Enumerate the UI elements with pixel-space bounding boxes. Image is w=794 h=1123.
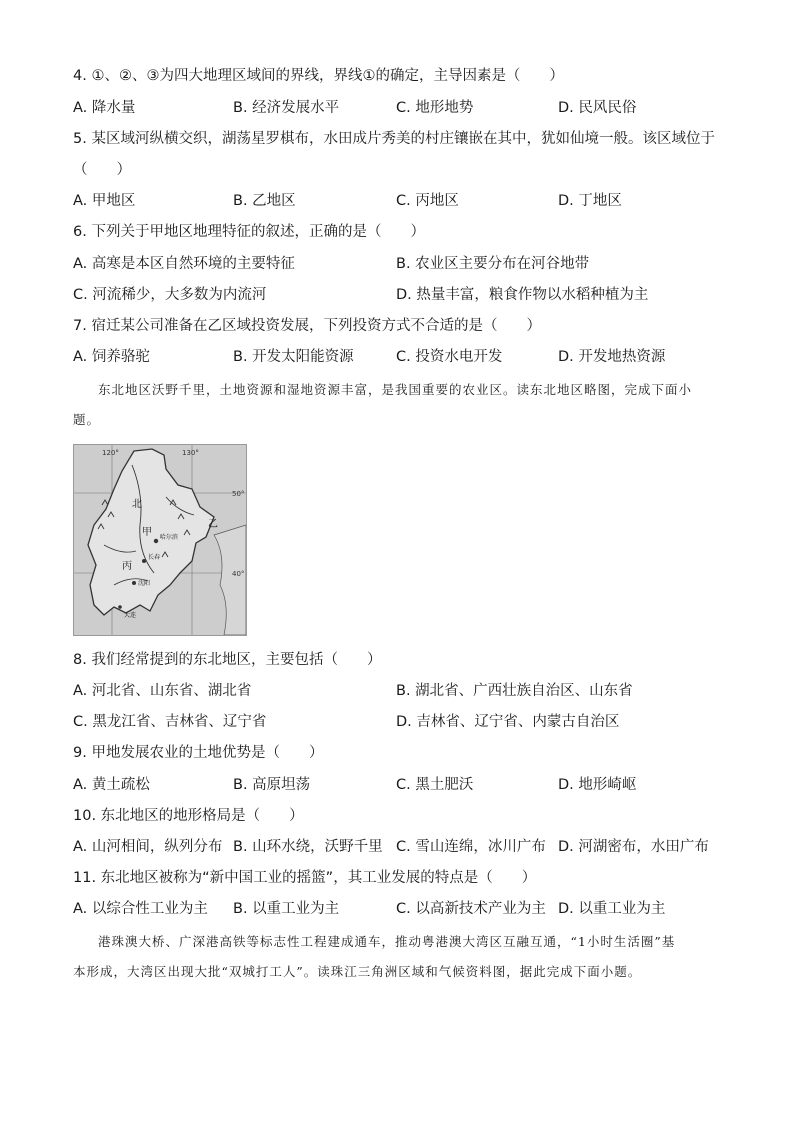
q5-option-d[interactable]: D. 丁地区 [558, 193, 622, 209]
q6-option-a[interactable]: A. 高寒是本区自然环境的主要特征 [73, 256, 295, 272]
q8-option-d[interactable]: D. 吉林省、辽宁省、内蒙古自治区 [396, 714, 620, 730]
question-9-stem: 9. 甲地发展农业的土地优势是（ ） [73, 745, 324, 761]
q10-option-a[interactable]: A. 山河相间，纵列分布 [73, 839, 223, 855]
q9-option-b[interactable]: B. 高原坦荡 [233, 777, 311, 793]
question-6-stem: 6. 下列关于甲地区地理特征的叙述，正确的是（ ） [73, 224, 425, 240]
intro-bay-area-line1: 港珠澳大桥、广深港高铁等标志性工程建成通车，推动粤港澳大湾区互融互通，“1小时生活圈”基 [98, 934, 676, 949]
map-lat-top: 50° [232, 490, 245, 498]
map-label-yi: 乙 [208, 519, 218, 530]
intro-northeast-line2: 题。 [73, 412, 101, 427]
map-city-harbin: 哈尔滨 [160, 534, 179, 541]
map-label-north: 北 [132, 499, 142, 510]
map-label-jia: 甲 [142, 527, 152, 538]
q9-option-d[interactable]: D. 地形崎岖 [558, 777, 637, 793]
map-lon-right: 130° [182, 449, 199, 457]
q10-option-b[interactable]: B. 山环水绕，沃野千里 [233, 839, 383, 855]
q8-option-b[interactable]: B. 湖北省、广西壮族自治区、山东省 [396, 683, 633, 699]
intro-northeast-line1: 东北地区沃野千里，土地资源和湿地资源丰富，是我国重要的农业区。读东北地区略图，完成下面小 [98, 382, 693, 397]
q5-option-a[interactable]: A. 甲地区 [73, 193, 136, 209]
q10-option-c[interactable]: C. 雪山连绵，冰川广布 [396, 839, 546, 855]
q7-option-b[interactable]: B. 开发太阳能资源 [233, 349, 354, 365]
map-lat-bottom: 40° [232, 570, 245, 578]
map-label-bing: 丙 [122, 561, 132, 572]
q4-option-c[interactable]: C. 地形地势 [396, 100, 474, 116]
q7-option-d[interactable]: D. 开发地热资源 [558, 349, 666, 365]
q10-option-d[interactable]: D. 河湖密布，水田广布 [558, 839, 709, 855]
map-city-changchun: 长春 [148, 554, 161, 561]
map-lon-left: 120° [102, 449, 119, 457]
q9-option-a[interactable]: A. 黄土疏松 [73, 777, 150, 793]
q11-option-b[interactable]: B. 以重工业为主 [233, 901, 340, 917]
q8-option-a[interactable]: A. 河北省、山东省、湖北省 [73, 683, 252, 699]
q6-option-c[interactable]: C. 河流稀少，大多数为内流河 [73, 287, 267, 303]
q5-option-b[interactable]: B. 乙地区 [233, 193, 296, 209]
q5-option-c[interactable]: C. 丙地区 [396, 193, 459, 209]
map-city-shenyang: 沈阳 [138, 580, 151, 587]
q11-option-d[interactable]: D. 以重工业为主 [558, 901, 666, 917]
q4-option-a[interactable]: A. 降水量 [73, 100, 136, 116]
q8-option-c[interactable]: C. 黑龙江省、吉林省、辽宁省 [73, 714, 267, 730]
q6-option-b[interactable]: B. 农业区主要分布在河谷地带 [396, 256, 590, 272]
q4-option-b[interactable]: B. 经济发展水平 [233, 100, 340, 116]
intro-bay-area-line2: 本形成，大湾区出现大批“双城打工人”。读珠江三角洲区域和气候资料图，据此完成下面小题。 [73, 964, 642, 979]
q11-option-c[interactable]: C. 以高新技术产业为主 [396, 901, 546, 917]
q11-option-a[interactable]: A. 以综合性工业为主 [73, 901, 208, 917]
question-5-stem-cont: （ ） [73, 162, 131, 178]
question-4-stem: 4. ①、②、③为四大地理区域间的界线，界线①的确定，主导因素是（ ） [73, 68, 564, 84]
northeast-map [73, 444, 247, 636]
map-city-dalian: 大连 [124, 612, 137, 619]
question-8-stem: 8. 我们经常提到的东北地区，主要包括（ ） [73, 652, 382, 668]
q9-option-c[interactable]: C. 黑土肥沃 [396, 777, 474, 793]
q7-option-c[interactable]: C. 投资水电开发 [396, 349, 503, 365]
northeast-map-drawing [74, 445, 246, 635]
question-10-stem: 10. 东北地区的地形格局是（ ） [73, 808, 304, 824]
q4-option-d[interactable]: D. 民风民俗 [558, 100, 637, 116]
question-5-stem: 5. 某区域河纵横交织，湖荡星罗棋布，水田成片秀美的村庄镶嵌在其中，犹如仙境一般。该区域位于 [73, 131, 715, 147]
q6-option-d[interactable]: D. 热量丰富，粮食作物以水稻种植为主 [396, 287, 649, 303]
q7-option-a[interactable]: A. 饲养骆驼 [73, 349, 150, 365]
question-11-stem: 11. 东北地区被称为“新中国工业的摇篮”，其工业发展的特点是（ ） [73, 870, 537, 886]
question-7-stem: 7. 宿迁某公司准备在乙区域投资发展，下列投资方式不合适的是（ ） [73, 318, 541, 334]
